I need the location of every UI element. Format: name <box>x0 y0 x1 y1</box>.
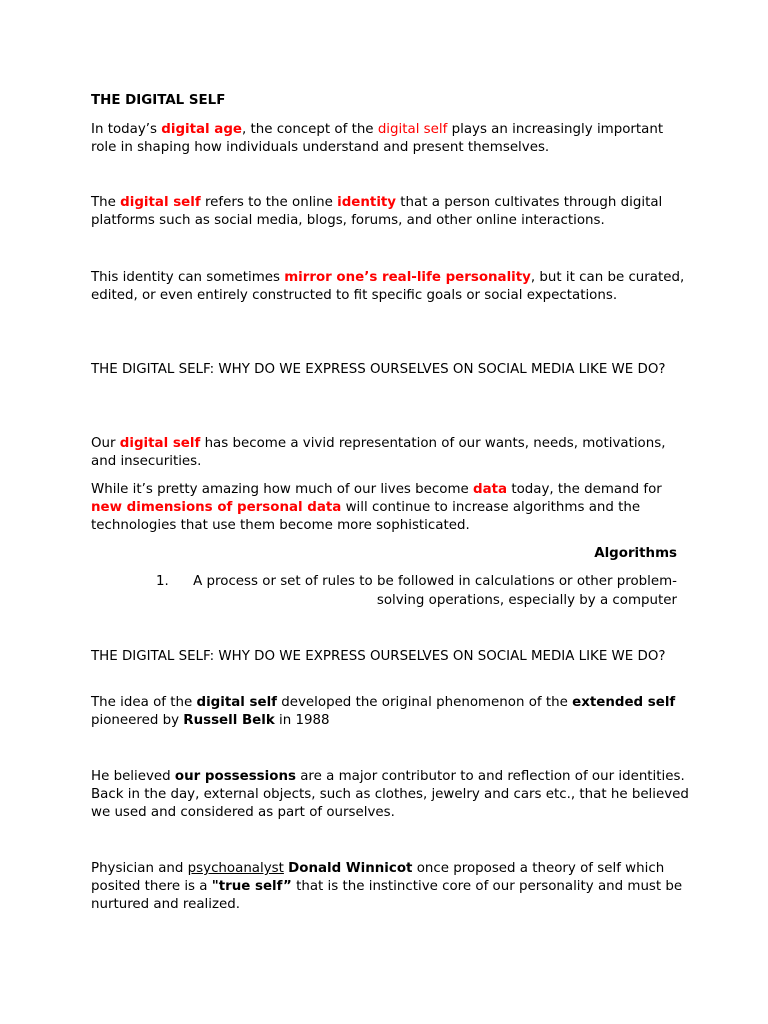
bold-term: Donald Winnicot <box>288 861 413 876</box>
text: , the concept of the <box>242 122 378 137</box>
text: that is the instinctive core of our personality and must be nurtured and realized. <box>91 879 683 912</box>
bold-term: our possessions <box>174 769 296 784</box>
text: While it’s pretty amazing how much of our lives become <box>91 482 473 497</box>
highlight-term: digital self <box>119 436 201 451</box>
highlight-term: new dimensions of personal data <box>91 500 342 515</box>
list-item-line: solving operations, especially by a computer <box>376 593 677 608</box>
section-heading: THE DIGITAL SELF: WHY DO WE EXPRESS OURSELVES ON SOCIAL MEDIA LIKE WE DO? <box>91 649 666 664</box>
highlight-term: data <box>473 482 508 497</box>
text: refers to the online <box>200 195 338 210</box>
text: The idea of the <box>91 695 197 710</box>
document-title: THE DIGITAL SELF <box>91 93 226 108</box>
text: developed the original phenomenon of the <box>277 695 573 710</box>
text: that a person cultivates through digital platforms such as social media, blogs, forums, and other online interactions. <box>91 195 663 228</box>
text: today, the demand for <box>507 482 662 497</box>
paragraph-extended-self <box>91 694 691 730</box>
text: in 1988 <box>274 713 330 728</box>
highlight-term: mirror one’s real-life personality <box>284 270 531 285</box>
text: will continue to increase algorithms and the technologies that use them become more sophisticated. <box>91 500 641 533</box>
text: plays an increasingly important role in shaping how individuals understand and present themselves. <box>91 122 664 155</box>
text: Our <box>91 436 120 451</box>
paragraph-representation <box>91 435 691 471</box>
text: are a major contributor to and reflection of our identities. Back in the day, external objects, such as clothes, jewelry and cars etc., that he believed we used and considered as part of ourselves. <box>91 769 689 820</box>
paragraph-identity <box>91 269 691 305</box>
bold-term: digital self <box>196 695 277 710</box>
highlight-term: digital self <box>377 122 448 137</box>
paragraph-data <box>91 481 691 535</box>
text: The <box>91 195 121 210</box>
text: He believed <box>91 769 175 784</box>
bold-term: Russell Belk <box>183 713 275 728</box>
highlight-term: digital age <box>161 122 243 137</box>
text: has become a vivid representation of our wants, needs, motivations, and insecurities. <box>91 436 666 469</box>
text: , but it can be curated, edited, or even entirely constructed to fit specific goals or social expectations. <box>91 270 685 303</box>
list-item-line: A process or set of rules to be followed in calculations or other problem- <box>193 574 677 589</box>
paragraph-true-self <box>91 860 691 914</box>
text: pioneered by <box>91 713 184 728</box>
underlined-term: psychoanalyst <box>187 861 284 876</box>
highlight-term: identity <box>337 195 397 210</box>
bold-term: "true self” <box>211 879 292 894</box>
text: This identity can sometimes <box>91 270 285 285</box>
list-number: 1. <box>156 574 169 589</box>
text: In today’s <box>91 122 162 137</box>
bold-term: extended self <box>572 695 676 710</box>
text: once proposed a theory of self which posited there is a <box>91 861 665 894</box>
section-heading: THE DIGITAL SELF: WHY DO WE EXPRESS OURSELVES ON SOCIAL MEDIA LIKE WE DO? <box>91 362 666 377</box>
paragraph-intro <box>91 121 691 157</box>
paragraph-possessions <box>91 768 691 822</box>
algorithms-heading: Algorithms <box>594 546 677 561</box>
text: Physician and <box>91 861 188 876</box>
paragraph-definition <box>91 194 691 230</box>
highlight-term: digital self <box>120 195 201 210</box>
